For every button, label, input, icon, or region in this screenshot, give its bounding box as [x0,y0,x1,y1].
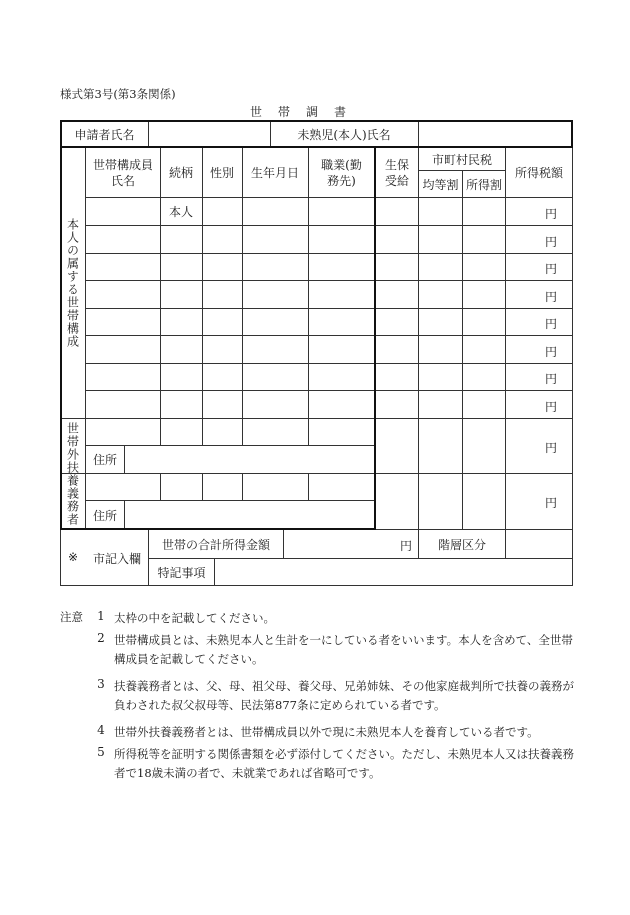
yen-unit: 円 [545,372,558,386]
outside-section-label: 世帯外扶養義務者 [65,422,80,526]
yen-unit: 円 [545,290,558,304]
note-number: 3 [97,677,105,691]
page-title: 世 帯 調 書 [250,105,349,119]
yen-unit: 円 [545,262,558,276]
note-number: 5 [97,745,105,759]
header-dob: 生年月日 [250,166,299,180]
relation-self: 本人 [168,205,193,219]
header-income-share: 所得割 [465,177,502,192]
address-label: 住所 [92,508,117,523]
yen-unit: 円 [545,496,558,510]
header-sex: 性別 [209,166,234,180]
note-text: 太枠の中を記載してください。 [114,611,275,625]
child-name-field[interactable] [419,122,571,146]
header-income-tax: 所得税額 [514,166,563,180]
yen-unit: 円 [545,400,558,414]
yen-unit: 円 [545,235,558,249]
header-member-name: 世帯構成員氏名 [92,157,153,188]
header-occupation: 職業(勤務先) [321,157,362,188]
note-text: 世帯外扶養義務者とは、世帯構成員以外で現に未熟児本人を養育している者です。 [114,725,539,739]
note-number: 2 [97,631,105,645]
header-municipal-tax: 市町村民税 [431,152,492,167]
applicant-name-label: 申請者氏名 [74,127,135,142]
note-number: 4 [97,723,105,737]
child-name-label: 未熟児(本人)氏名 [297,127,391,142]
notes-label: 特記事項 [157,565,206,580]
note-text: 扶養義務者とは、父、母、祖父母、養父母、兄弟姉妹、その他家庭裁判所で扶養の義務が負わされた叔父叔母等、民法第877条に定められている者です。 [114,679,574,712]
header-welfare: 生保受給 [384,157,409,188]
office-label: 市記入欄 [93,552,142,566]
note-text: 世帯構成員とは、未熟児本人と生計を一にしている者をいいます。本人を含めて、全世帯構成員を記載してください。 [114,633,573,666]
note-number: 1 [97,609,105,623]
yen-unit: 円 [545,345,558,359]
notes-heading: 注意 [60,610,83,624]
address-label: 住所 [92,453,117,467]
yen-unit: 円 [545,441,558,455]
class-label: 階層区分 [437,537,486,552]
yen-unit: 円 [545,207,558,221]
yen-unit: 円 [545,317,558,331]
form-number: 様式第3号(第3条関係) [60,87,176,101]
header-equal-share: 均等割 [422,177,459,192]
total-income-label: 世帯の合計所得金額 [161,537,270,552]
total-income-yen: 円 [400,539,413,553]
header-relation: 続柄 [168,166,193,180]
household-section-label: 本人の属する世帯構成 [65,218,80,348]
office-mark: ※ [68,550,79,564]
note-text: 所得税等を証明する関係書類を必ず添付してください。ただし、未熟児本人又は扶養義務者で18歳未満の者で、未就業であれば省略可です。 [114,747,574,780]
applicant-name-field[interactable] [149,122,269,146]
